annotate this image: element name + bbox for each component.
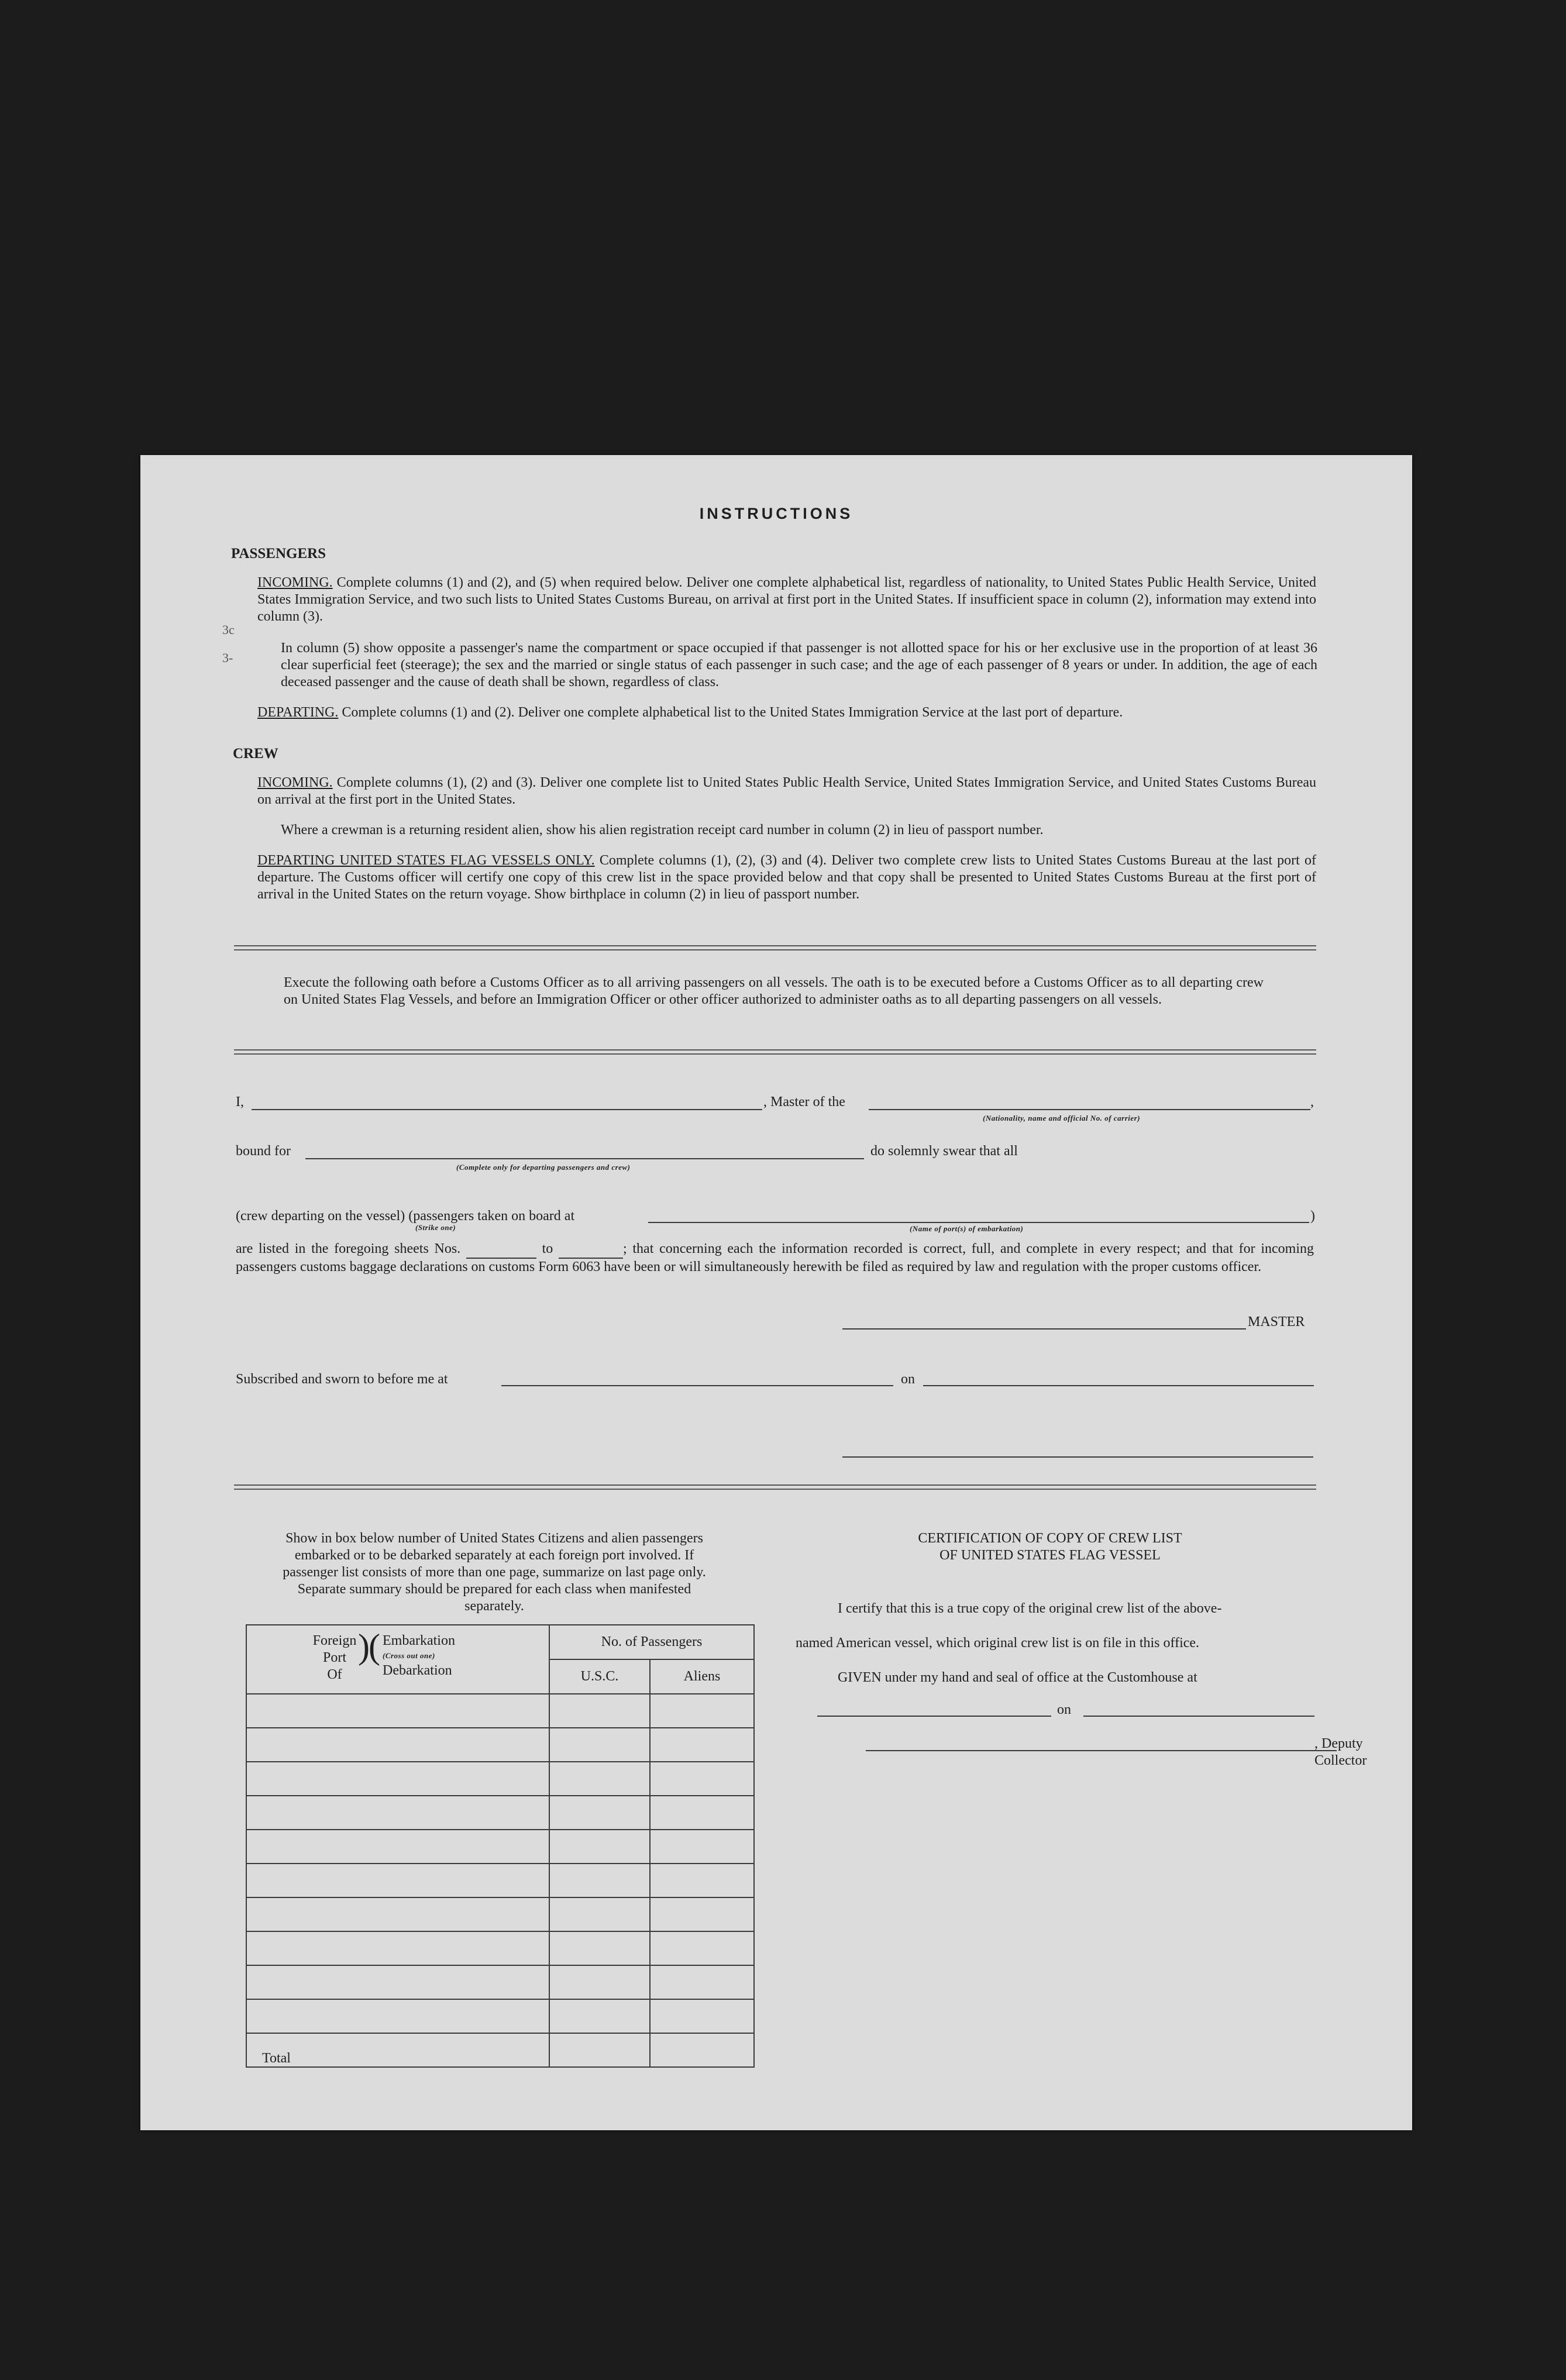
certification-title-line2: OF UNITED STATES FLAG VESSEL [939,1548,1161,1563]
passengers-departing-text: Complete columns (1) and (2). Deliver one complete alphabetical list to the United States Immigration Service at the last port of departure. [342,705,1123,720]
sheets-paragraph [236,1241,1314,1276]
certification-date-field[interactable] [1083,1716,1314,1717]
sworn-on-label: on [901,1372,915,1387]
oath-i-label: I, [236,1094,244,1110]
aliens-cell[interactable] [650,1694,754,1728]
port-cell[interactable] [246,1728,549,1762]
certification-on-label: on [1057,1702,1071,1717]
certification-title [784,1530,1316,1564]
aliens-total-cell[interactable] [650,2033,754,2067]
aliens-cell[interactable] [650,1762,754,1796]
crew-heading: CREW [233,746,278,762]
sheets-rest: ; that concerning each the information recorded is correct, full, and complete in every respect; and that for incoming passengers customs baggage declarations on customs Form 6063 have been or will simultaneously herewith be filed as required by law and regulation with the proper customs officer. [236,1241,1314,1275]
header-of: Of [327,1667,342,1682]
master-of-label: , Master of the [763,1094,845,1110]
double-rule [234,1049,1316,1055]
usc-cell[interactable] [549,1728,650,1762]
close-paren: ) [1310,1208,1315,1224]
passengers-incoming-text: Complete columns (1) and (2), and (5) when required below. Deliver one complete alphabetical list, regardless of nationality, to United States Public Health Service, United States Immigration Service, and two such lists to United States Customs Bureau, on arrival at first port in the United States. If insufficient space in column (2), information may extend into column (3). [257,575,1316,624]
usc-cell[interactable] [549,1965,650,1999]
passenger-summary-table [246,1624,755,2068]
certify-line-1: I certify that this is a true copy of the original crew list of the above- [838,1601,1222,1616]
aliens-cell[interactable] [650,1931,754,1965]
crew-incoming-text: Complete columns (1), (2) and (3). Deliver one complete list to United States Public Health Service, United States Immigration Service, and United States Customs Bureau on arrival at the first port in the United States. [257,775,1317,807]
total-label: Total [262,2051,291,2066]
aliens-cell[interactable] [650,1796,754,1830]
strike-one-hint: (Strike one) [415,1223,456,1232]
aliens-cell[interactable] [650,1965,754,1999]
aliens-header: Aliens [650,1659,754,1694]
aliens-cell[interactable] [650,1864,754,1897]
port-cell[interactable] [246,1796,549,1830]
passengers-departing-paragraph [257,704,1316,721]
header-port: Port [322,1650,346,1665]
passengers-incoming-label: INCOMING. [257,575,333,590]
aliens-cell[interactable] [650,1897,754,1931]
sheets-label: are listed in the foregoing sheets Nos. [236,1241,461,1256]
passengers-incoming-paragraph [257,574,1316,625]
crew-resident-paragraph: Where a crewman is a returning resident alien, show his alien registration receipt card number in column (2) in lieu of passport number. [281,822,1044,838]
usc-cell[interactable] [549,1864,650,1897]
carrier-field[interactable] [869,1109,1310,1110]
header-embarkation: Embarkation [383,1633,455,1648]
double-rule [234,1485,1316,1490]
port-cell[interactable] [246,1830,549,1864]
document-page [140,455,1412,2130]
port-cell[interactable] [246,1897,549,1931]
usc-cell[interactable] [549,1897,650,1931]
port-header-cell [246,1625,549,1694]
usc-cell[interactable] [549,1830,650,1864]
sheet-from-field[interactable] [466,1241,536,1259]
usc-cell[interactable] [549,1694,650,1728]
crew-incoming-paragraph [257,774,1316,808]
master-name-field[interactable] [252,1109,762,1110]
comma: , [1310,1094,1314,1110]
port-cell[interactable] [246,1762,549,1796]
usc-header: U.S.C. [549,1659,650,1694]
margin-mark: 3c [222,622,235,637]
certify-line-2: named American vessel, which original crew list is on file in this office. [796,1635,1200,1651]
officer-signature-field[interactable] [842,1456,1313,1458]
oath-instructions: Execute the following oath before a Customs Officer as to all arriving passengers on all vessels. The oath is to be executed before a Customs Officer as to all departing crew on United States Flag Vessels, and before an Immigration Officer or other officer authorized to administer oaths as to all departing passengers on all vessels. [284,975,1264,1007]
usc-cell[interactable] [549,1762,650,1796]
deputy-signature-field[interactable] [866,1750,1337,1751]
sheet-to-field[interactable] [559,1241,623,1259]
bound-for-label: bound for [236,1143,291,1159]
passengers-column5-paragraph: In column (5) show opposite a passenger's name the compartment or space occupied if that passenger is not allotted space for his or her exclusive use in the proportion of at least 36 clear superficial feet (steerage); the sex and the married or single status of each passenger in such case; and the age of each passenger of 8 years or under. In addition, the age of each deceased passenger and the cause of death shall be shown, regardless of class. [281,640,1317,690]
given-line: GIVEN under my hand and seal of office at the Customhouse at [838,1670,1197,1685]
page-title: INSTRUCTIONS [699,505,853,522]
aliens-cell[interactable] [650,1999,754,2033]
usc-cell[interactable] [549,1931,650,1965]
port-cell[interactable] [246,1999,549,2033]
crew-incoming-label: INCOMING. [257,775,333,790]
master-signature-field[interactable] [842,1328,1246,1330]
deputy-label: , Deputy Collector [1314,1736,1367,1768]
master-label: MASTER [1248,1314,1305,1330]
left-brace: ) [358,1627,370,1666]
aliens-cell[interactable] [650,1830,754,1864]
bound-for-hint: (Complete only for departing passengers and crew) [456,1163,631,1172]
subscribed-label: Subscribed and sworn to before me at [236,1372,448,1387]
port-cell[interactable] [246,1931,549,1965]
summary-text: Show in box below number of United States Citizens and alien passengers embarked or to be debarked separately at each foreign port involved. If passenger list consists of more than one page, summarize on last page only. Separate summary should be prepared for each class when manifested separately. [283,1531,706,1614]
aliens-cell[interactable] [650,1728,754,1762]
embarkation-ports-field[interactable] [648,1222,1309,1223]
crew-departing-oath-label: (crew departing on the vessel) (passengers taken on board at [236,1208,575,1224]
total-label-cell [246,2033,549,2067]
header-cross-out: (Cross out one) [383,1651,435,1660]
nationality-hint: (Nationality, name and official No. of carrier) [983,1114,1141,1122]
bound-for-field[interactable] [305,1158,864,1159]
usc-cell[interactable] [549,1999,650,2033]
margin-mark: 3- [222,650,233,665]
right-brace: ) [369,1627,380,1666]
usc-cell[interactable] [549,1796,650,1830]
passengers-heading: PASSENGERS [231,546,326,562]
crew-departing-label: DEPARTING UNITED STATES FLAG VESSELS ONLY. [257,853,595,868]
sworn-place-field[interactable] [501,1385,893,1386]
no-passengers-header: No. of Passengers [549,1625,754,1659]
ports-hint: (Name of port(s) of embarkation) [910,1224,1024,1233]
sworn-date-field[interactable] [923,1385,1314,1386]
port-cell[interactable] [246,1694,549,1728]
certification-title-line1: CERTIFICATION OF COPY OF CREW LIST [918,1531,1182,1546]
usc-total-cell[interactable] [549,2033,650,2067]
header-debarkation: Debarkation [383,1663,452,1678]
passengers-departing-label: DEPARTING. [257,705,339,720]
crew-departing-text: Complete columns (1), (2), (3) and (4). Deliver two complete crew lists to United States Customs Bureau at the last port of departure. The Customs officer will certify one copy of this crew list in the space provided below and that copy shall be presented to United States Customs Bureau at the first port of arrival in the United States on the return voyage. Show birthplace in column (2) in lieu of passport number. [257,853,1316,902]
crew-departing-paragraph [257,852,1316,903]
double-rule [234,945,1316,950]
port-cell[interactable] [246,1965,549,1999]
port-cell[interactable] [246,1864,549,1897]
customhouse-field[interactable] [817,1716,1051,1717]
header-foreign: Foreign [312,1633,357,1648]
swear-label: do solemnly swear that all [870,1143,1018,1159]
to-label: to [542,1241,553,1256]
